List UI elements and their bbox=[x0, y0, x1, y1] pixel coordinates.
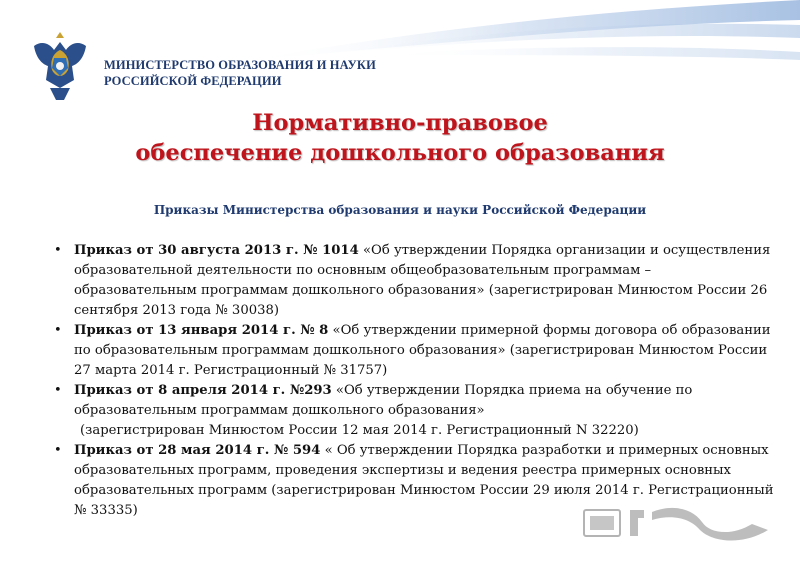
order-title: Приказ от 30 августа 2013 г. № 1014 bbox=[74, 243, 359, 258]
order-description: «Об утверждении Порядка приема на обучение по образовательным программам дошкольного образования» bbox=[74, 383, 693, 418]
order-description: « Об утверждении Порядка разработки и примерных основных образовательных программ, проведения экспертизы и ведения реестра примерных основных образовательных программ (зарегистрирован Минюстом России 29 июля 2014 г. Регистрационный № 33335) bbox=[74, 443, 774, 518]
order-title: Приказ от 8 апреля 2014 г. №293 bbox=[74, 383, 332, 398]
page-title-line2: обеспечение дошкольного образования bbox=[135, 140, 665, 166]
order-title: Приказ от 28 мая 2014 г. № 594 bbox=[74, 443, 321, 458]
list-item bbox=[54, 321, 774, 381]
bullet-icon: • bbox=[54, 383, 62, 398]
order-title: Приказ от 13 января 2014 г. № 8 bbox=[74, 323, 329, 338]
ministry-name-line2: РОССИЙСКОЙ ФЕДЕРАЦИИ bbox=[104, 74, 282, 88]
bullet-icon: • bbox=[54, 323, 62, 338]
presentation-watermark-logo bbox=[582, 500, 772, 544]
section-subtitle: Приказы Министерства образования и науки Российской Федерации bbox=[153, 203, 647, 217]
page-title-line1: Нормативно-правовое bbox=[252, 110, 548, 136]
order-description: «Об утверждении Порядка организации и осуществления образовательной деятельности по основным общеобразовательным программам – образовательным программам дошкольного образования» (зарегистрирован Минюстом России 26 сентября 2013 года № 30038) bbox=[74, 243, 771, 318]
order-description: «Об утверждении примерной формы договора об образовании по образовательным программам дошкольного образования» (зарегистрирован Минюстом России 27 марта 2014 г. Регистрационный № 31757) bbox=[74, 323, 771, 378]
ministry-emblem-icon bbox=[28, 28, 92, 104]
ministry-name-line1: МИНИСТЕРСТВО ОБРАЗОВАНИЯ И НАУКИ bbox=[104, 58, 376, 72]
list-item bbox=[54, 241, 774, 321]
order-registration: (зарегистрирован Минюстом России 12 мая 2014 г. Регистрационный N 32220) bbox=[80, 423, 639, 438]
list-item bbox=[54, 381, 774, 441]
ministry-name bbox=[104, 57, 376, 89]
orders-list bbox=[54, 241, 774, 521]
bullet-icon: • bbox=[54, 443, 62, 458]
bullet-icon: • bbox=[54, 243, 62, 258]
